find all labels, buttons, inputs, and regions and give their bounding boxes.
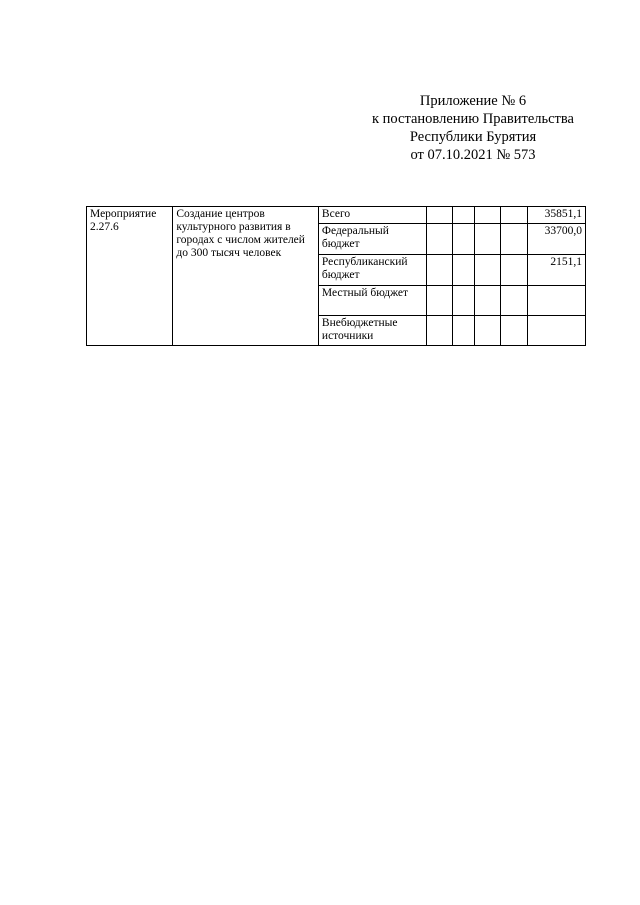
funding-total: 2151,1 <box>527 255 585 286</box>
measure-label: Мероприятие 2.27.6 <box>90 208 157 233</box>
funding-source: Внебюджетные источники <box>318 316 426 346</box>
year-cell <box>500 255 527 286</box>
measure-name-cell <box>173 207 319 346</box>
year-cell <box>427 316 453 346</box>
year-cell <box>474 207 500 224</box>
year-cell <box>453 255 474 286</box>
funding-total <box>527 286 585 316</box>
year-cell <box>500 316 527 346</box>
year-cell <box>500 286 527 316</box>
funding-table <box>86 206 586 346</box>
year-cell <box>427 286 453 316</box>
funding-total: 35851,1 <box>527 207 585 224</box>
year-cell <box>474 255 500 286</box>
year-cell <box>427 224 453 255</box>
appendix-decree-ref: к постановлению Правительства <box>372 111 574 127</box>
year-cell <box>500 224 527 255</box>
year-cell <box>474 286 500 316</box>
measure-name: Создание центров культурного развития в городах с числом жителей до 300 тысяч человек <box>176 208 305 259</box>
funding-total <box>527 316 585 346</box>
funding-source: Всего <box>318 207 426 224</box>
funding-source: Федеральный бюджет <box>318 224 426 255</box>
year-cell <box>474 224 500 255</box>
year-cell <box>474 316 500 346</box>
year-cell <box>427 255 453 286</box>
table-row <box>87 207 586 224</box>
funding-source: Республиканский бюджет <box>318 255 426 286</box>
year-cell <box>500 207 527 224</box>
year-cell <box>453 286 474 316</box>
appendix-date: от 07.10.2021 № 573 <box>410 147 536 163</box>
appendix-number: Приложение № 6 <box>419 93 527 109</box>
appendix-region: Республики Бурятия <box>409 129 537 145</box>
funding-total: 33700,0 <box>527 224 585 255</box>
year-cell <box>453 207 474 224</box>
measure-label-cell <box>87 207 173 346</box>
year-cell <box>453 316 474 346</box>
year-cell <box>453 224 474 255</box>
appendix-header <box>360 92 586 164</box>
year-cell <box>427 207 453 224</box>
funding-source: Местный бюджет <box>318 286 426 316</box>
